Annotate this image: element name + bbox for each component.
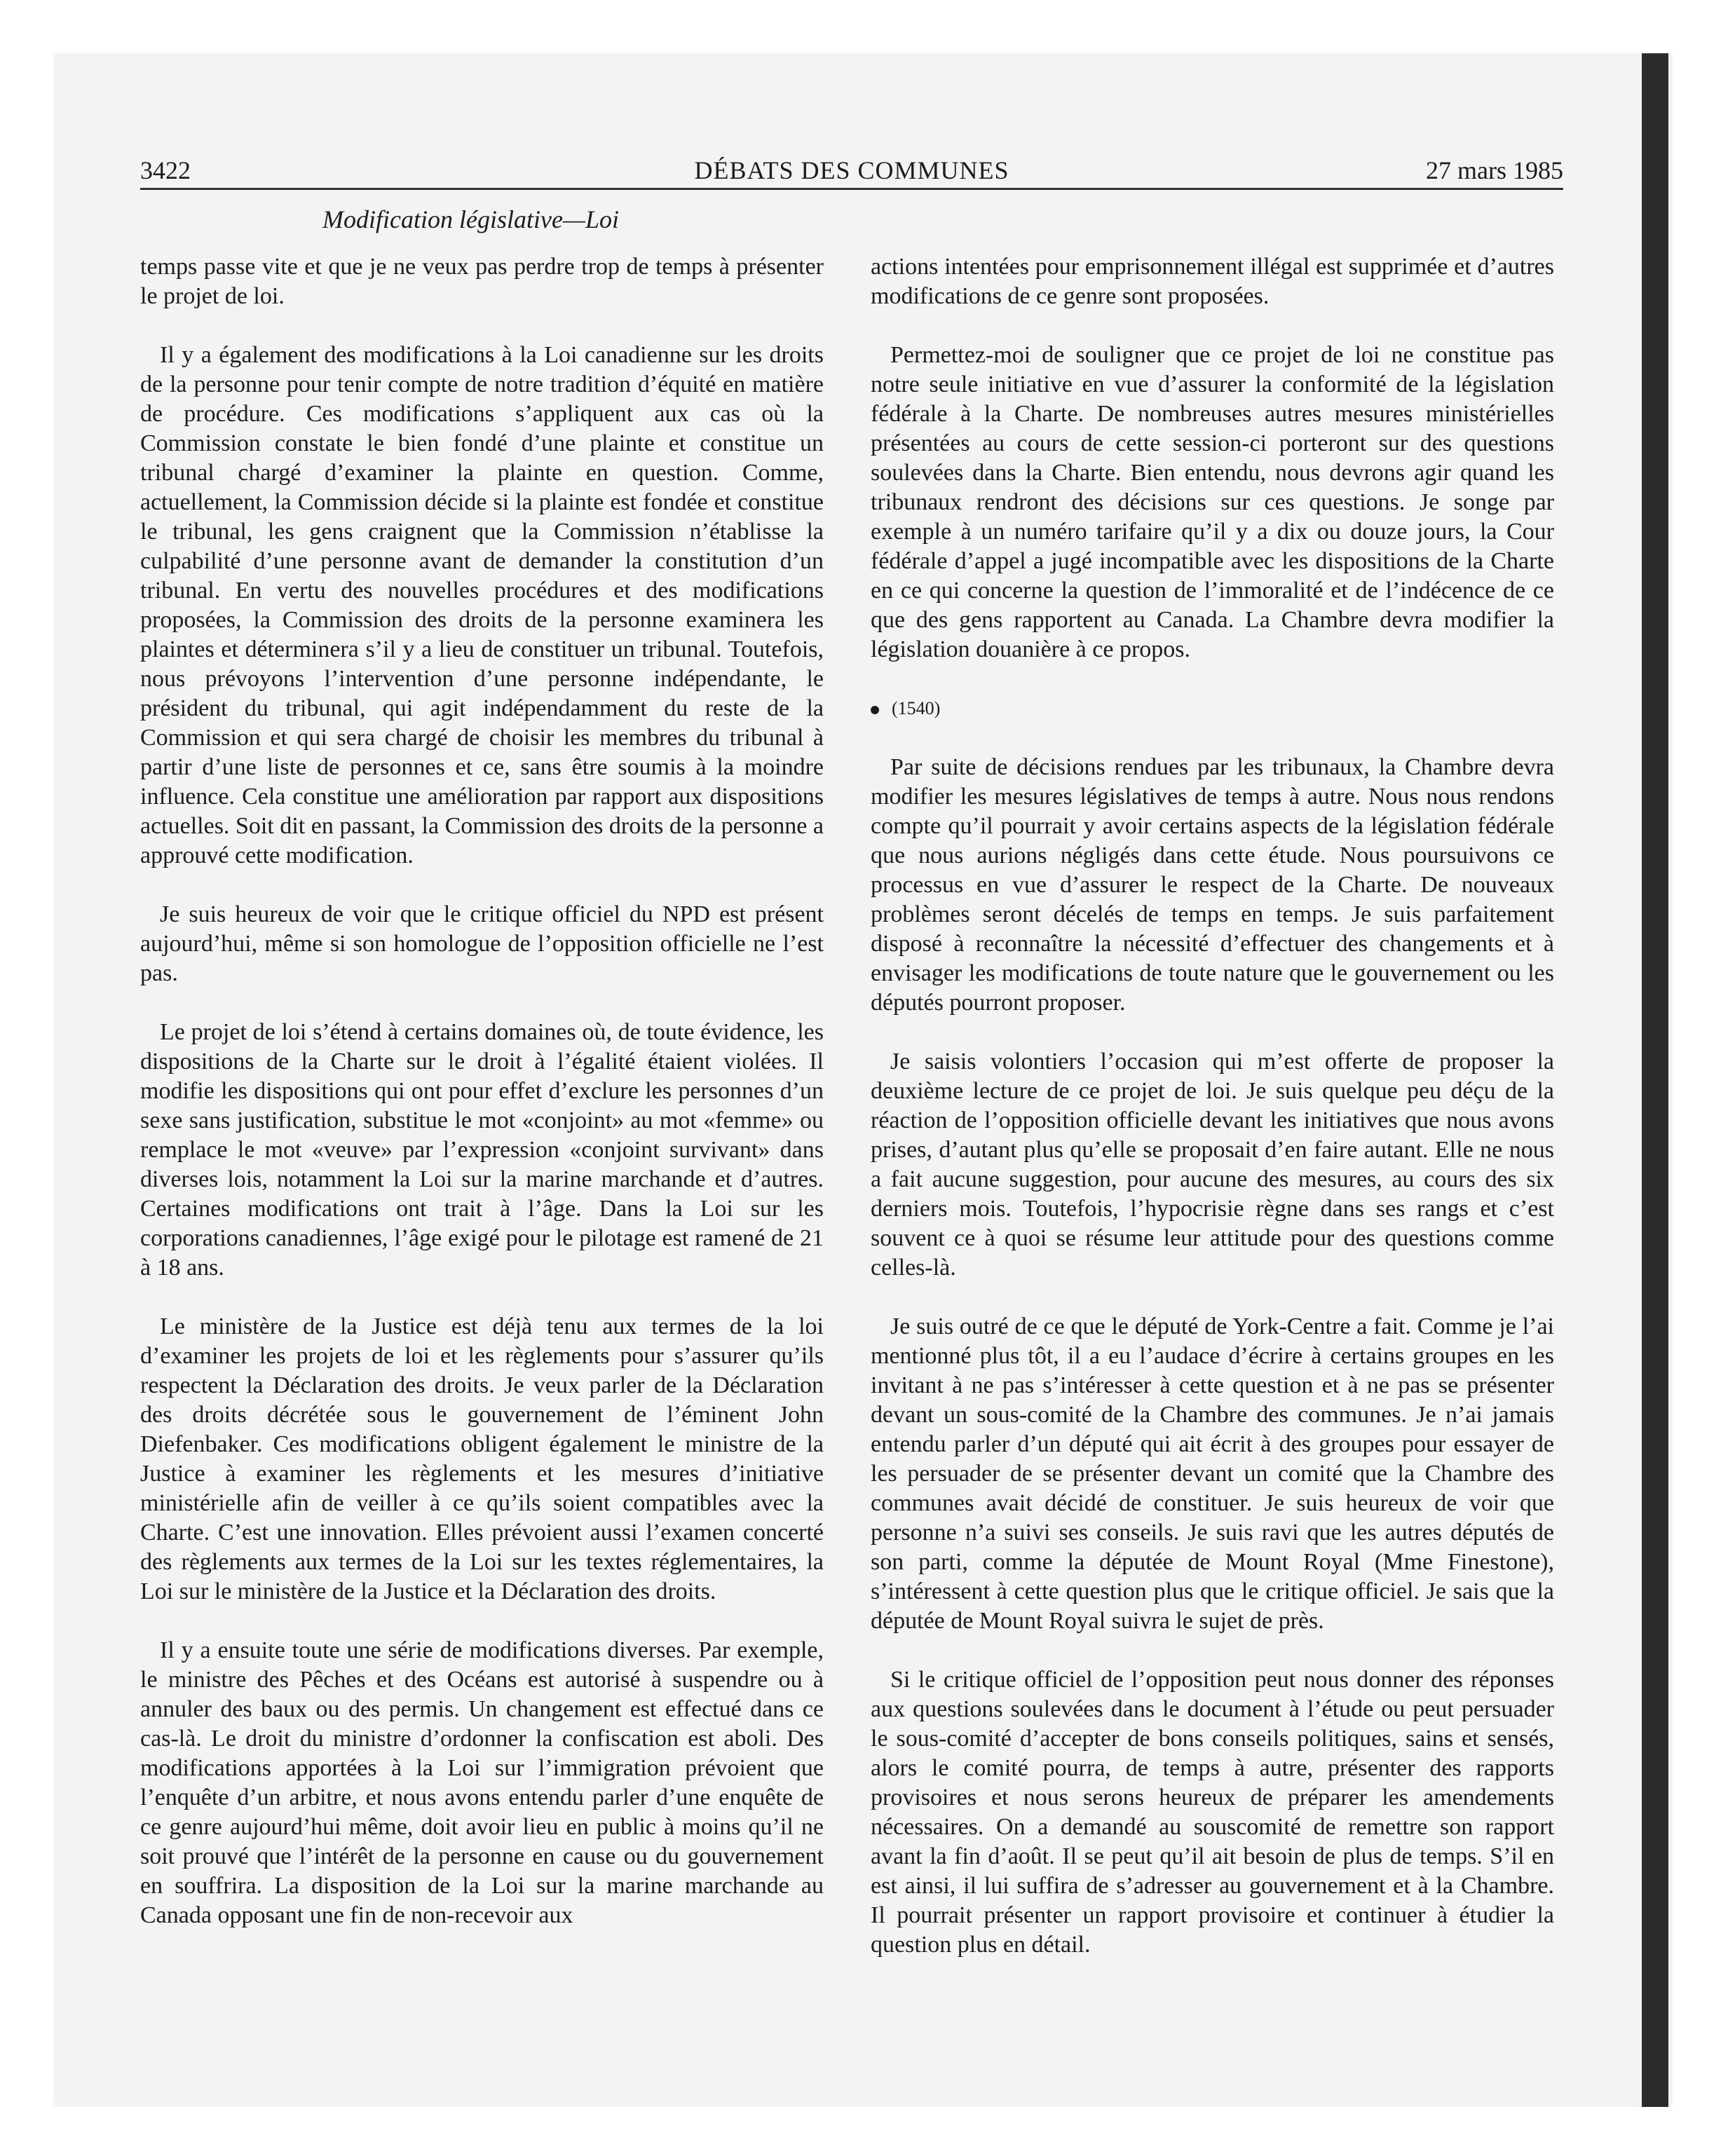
paragraph: temps passe vite et que je ne veux pas perdre trop de temps à présenter le projet de loi. — [140, 254, 824, 309]
paragraph: Je saisis volontiers l’occasion qui m’est offerte de proposer la deuxième lecture de ce projet de loi. Je suis quelque peu déçu de la réaction de l’opposition officielle devant les initiatives que nous avons prises, d’autant plus qu’elle se proposait d’en faire autant. Elle ne nous a fait aucune suggestion, pour aucune des mesures, au cours des six derniers mois. Toutefois, l’hypocrisie règne dans ses rangs et c’est souvent ce à quoi se résume leur attitude pour des questions comme celles-là. — [871, 1049, 1554, 1281]
paragraph: Le ministère de la Justice est déjà tenu aux termes de la loi d’examiner les projets de loi et les règlements pour s’assurer qu’ils respectent la Déclaration des droits. Je veux parler de la Déclaration des droits décrétée sous le gouvernement de l’éminent John Diefenbaker. Ces modifications obligent également le ministre de la Justice à examiner les règlements et les mesures d’initiative ministérielle afin de veiller à ce qu’ils soient compatibles avec la Charte. C’est une innovation. Elles prévoient aussi l’examen concerté des règlements aux termes de la Loi sur les textes réglementaires, la Loi sur le ministère de la Justice et la Déclaration des droits. — [140, 1314, 824, 1604]
issue-date: 27 mars 1985 — [1426, 156, 1563, 184]
time-marker-label: (1540) — [892, 698, 941, 718]
paragraph: Permettez-moi de souligner que ce projet de loi ne constitue pas notre seule initiative en vue d’assurer la conformité de la législation fédérale à la Charte. De nombreuses autres mesures ministérielles présentées au cours de cette session-ci porteront sur des questions soulevées dans la Charte. Bien entendu, nous devrons agir quand les tribunaux rendront des décisions sur ces questions. Je songe par exemple à un numéro tarifaire qu’il y a dix ou douze jours, la Cour fédérale d’appel a jugé incompatible avec les dispositions de la Charte en ce qui concerne la question de l’immoralité et de l’indécence de ce que des gens rapportent au Canada. La Chambre devra modifier la législation douanière à ce propos. — [871, 342, 1554, 662]
journal-title: DÉBATS DES COMMUNES — [694, 156, 1009, 184]
paragraph: Si le critique officiel de l’opposition peut nous donner des réponses aux questions soulevées dans le document à l’étude ou peut persuader le sous-comité d’accepter de bons conseils politiques, sains et sensés, alors le comité pourra, de temps à autre, présenter des rapports provisoires et nous serons heureux de préparer les amendements nécessaires. On a demandé au souscomité de remettre son rapport avant la fin d’août. Il se peut qu’il ait besoin de plus de temps. S’il en est ainsi, il lui suffira de s’adresser au gouvernement et à la Chambre. Il pourrait présenter un rapport provisoire et continuer à étudier la question plus en détail. — [871, 1667, 1554, 1958]
scan-edge-shadow — [1642, 53, 1668, 2107]
paragraph: Je suis heureux de voir que le critique officiel du NPD est présent aujourd’hui, même si son homologue de l’opposition officielle ne l’est pas. — [140, 901, 824, 986]
left-column — [140, 252, 824, 1960]
paragraph: Je suis outré de ce que le député de York-Centre a fait. Comme je l’ai mentionné plus tôt, il a eu l’audace d’écrire à certains groupes en les invitant à ne pas s’intéresser à cette question et à ne pas se présenter devant un sous-comité de la Chambre des communes. Je n’ai jamais entendu parler d’un député qui ait écrit à des groupes pour essayer de les persuader de se présenter devant un comité que la Chambre des communes avait décidé de constituer. Je suis heureux de voir que personne n’a suivi ses conseils. Je suis ravi que les autres députés de son parti, comme la députée de Mount Royal (Mme Finestone), s’intéressent à cette question plus que le critique officiel. Je sais que la députée de Mount Royal suivra le sujet de près. — [871, 1314, 1554, 1634]
time-marker — [871, 694, 1554, 723]
paragraph: Il y a également des modifications à la Loi canadienne sur les droits de la personne pour tenir compte de notre tradition d’équité en matière de procédure. Ces modifications s’appliquent aux cas où la Commission constate le bien fondé d’une plainte et constitue un tribunal chargé d’examiner la plainte en question. Comme, actuellement, la Commission décide si la plainte est fondée et constitue le tribunal, les gens craignent que la Commission n’établisse la culpabilité d’une personne avant de demander la constitution d’un tribunal. En vertu des nouvelles procédures et des modifications proposées, la Commission des droits de la personne examinera les plaintes et déterminera s’il y a lieu de constituer un tribunal. Toutefois, nous prévoyons l’intervention d’une personne indépendante, le président du tribunal, qui agit indépendamment du reste de la Commission et qui sera chargé de choisir les membres du tribunal à partir d’une liste de personnes et ce, sans être soumis à la moindre influence. Cela constitue une amélioration par rapport aux dispositions actuelles. Soit dit en passant, la Commission des droits de la personne a approuvé cette modification. — [140, 342, 824, 868]
right-column — [871, 252, 1554, 1989]
bullet-icon — [871, 706, 879, 714]
page-number: 3422 — [140, 156, 191, 184]
paragraph: Il y a ensuite toute une série de modifications diverses. Par exemple, le ministre des Pêches et des Océans est autorisé à suspendre ou à annuler des baux ou des permis. Un changement est effectué dans ce cas-là. Le droit du ministre d’ordonner la confiscation est aboli. Des modifications apportées à la Loi sur l’immigration prévoient que l’enquête d’un arbitre, et nous avons entendu parler d’une enquête de ce genre aujourd’hui même, doit avoir lieu en public à moins qu’il ne soit prouvé que l’intérêt de la personne en cause ou du gouvernement en souffrira. La disposition de la Loi sur la marine marchande au Canada opposant une fin de non-recevoir aux — [140, 1637, 824, 1928]
section-title: Modification législative—Loi — [322, 205, 619, 233]
header-rule — [140, 188, 1563, 190]
paragraph: Le projet de loi s’étend à certains domaines où, de toute évidence, les dispositions de la Charte sur le droit à l’égalité étaient violées. Il modifie les dispositions qui ont pour effet d’exclure les personnes d’un sexe sans justification, substitue le mot «conjoint» au mot «femme» ou remplace le mot «veuve» par l’expression «conjoint survivant» dans diverses lois, notamment la Loi sur la marine marchande et d’autres. Certaines modifications ont trait à l’âge. Dans la Loi sur les corporations canadiennes, l’âge exigé pour le pilotage est ramené de 21 à 18 ans. — [140, 1019, 824, 1281]
paragraph: Par suite de décisions rendues par les tribunaux, la Chambre devra modifier les mesures législatives de temps à autre. Nous nous rendons compte qu’il pourrait y avoir certains aspects de la législation fédérale que nous aurions négligés dans cette étude. Nous poursuivons ce processus en vue d’assurer le respect de la Charte. De nouveaux problèmes seront décelés de temps en temps. Je suis parfaitement disposé à reconnaître la nécessité d’effectuer des changements et à envisager les modifications de toute nature que le gouvernement ou les députés pourront proposer. — [871, 754, 1554, 1016]
paragraph: actions intentées pour emprisonnement illégal est supprimée et d’autres modifications de ce genre sont proposées. — [871, 254, 1554, 309]
